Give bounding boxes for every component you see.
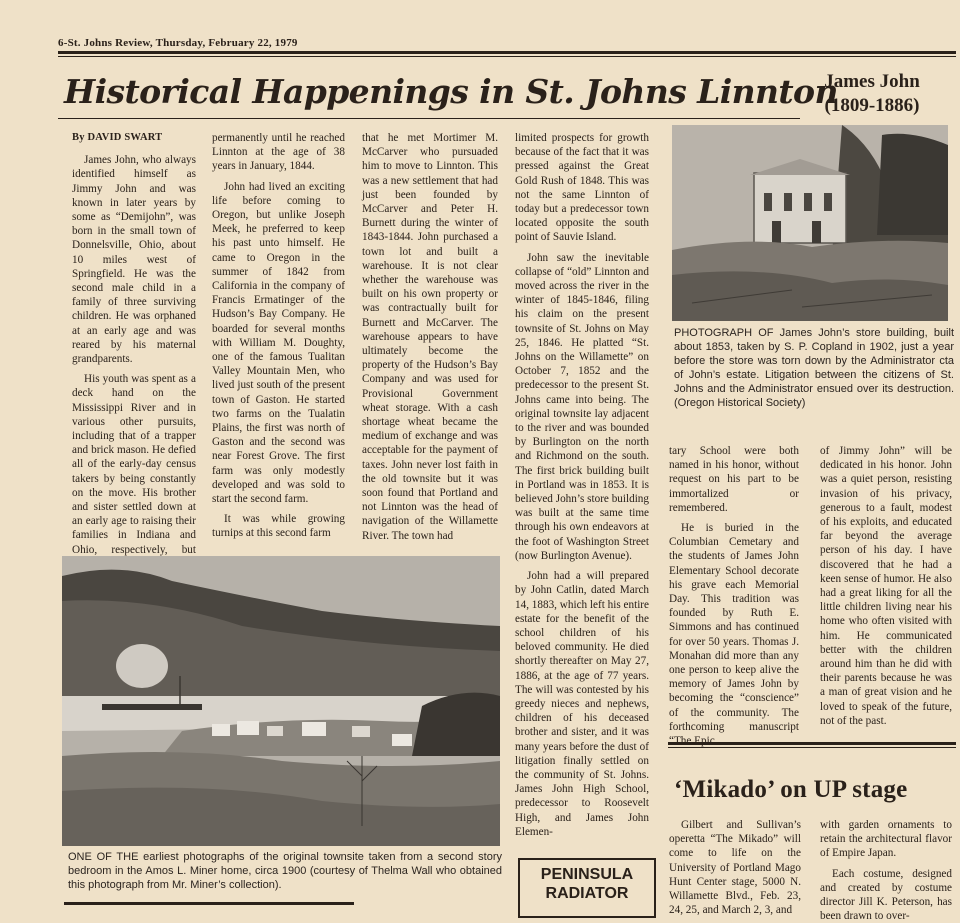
paragraph: limited prospects for growth because of the fact that it was pressed against the Great Gold Rush of 1848. This was not the same Linnton of today but a predecessor town located opposite the south point of Sauvie Island. — [515, 132, 649, 244]
byline: By DAVID SWART — [72, 132, 163, 143]
paragraph: that he met Mortimer M. McCarver who pursuaded him to move to Linnton. This was a new settlement that had just been founded by McCarver and Peter H. Burnett during the winter of 1843-1844. John purchased a town lot and built a warehouse. It is not clear whether the warehouse was built on his own property or was contractually built for Burnett and McCarver. The warehouse appears to have ultimately become the property of the Hudson’s Bay Company and was used for Provisional Government wheat storage. With a cash shortage wheat became the medium of exchange and was acceptable for the payment of taxes. John never lost faith in the old townsite but it was soon found that Portland and not Linnton was the head of navigation of the Willamette River. The town had — [362, 132, 498, 542]
paragraph: He is buried in the Columbian Cemetary and the students of James John Elementary School decorate his grave each Memorial Day. This tradition was founded by Ruth E. Simmons and has continued for over 50 years. Thomas J. Monahan did more than any one person to keep alive the memory of James John by becoming the “conscience” of the community. The forthcoming manuscript — [669, 522, 799, 733]
store-building-caption: PHOTOGRAPH OF James John’s store building, built about 1853, taken by S. P. Copland in 1902, just a year before the store was torn down by the Administrator cta of John’s estate. Litigation between the citizens of St. Johns and the Administrator ensued over its destruction. (Oregon Historical Society) — [674, 327, 954, 409]
paragraph: permanently until he reached Linnton at the age of 38 years in January, 1844. — [212, 132, 345, 173]
townsite-caption: ONE OF THE earliest photographs of the original townsite taken from a second story bedroom in the Amos L. Miner home, circa 1900 (courtesy of Thelma Wall who obtained this photograph from Mr. Miner’s collection). — [68, 851, 502, 891]
portrait-title-dates: (1809-1886) — [824, 95, 920, 116]
paragraph: of Jimmy John” will be dedicated in his honor. John was a quiet person, resisting invasion of his privacy, generous to a fault, modest of his exploits, and educated far beyond the average person of his day. I have discovered that he had a keen sense of humor. He also had a great liking for all the little children living near his home who often visited with him. He communicated better with the children around him than he did with their parents because he was a man of great vision and he loved to speak of the future, not of the past. — [820, 445, 952, 727]
townsite-illustration — [62, 556, 500, 846]
paragraph: John had lived an exciting life before coming to Oregon, but unlike Joseph Meek, he preferred to keep his past unto himself. He came to Oregon in the summer of 1842 from California in the company of Francis Ermatinger of the Hudson’s Bay Company. He boarded for several months with William M. Doughty, one of the famous Tualitan Valley Mountain Men, who lived just south of the present town of Gaston. He started two farms on the Tualatin Plains, the first was north of Gaston and the second was near Forest Grove. The first farm was only modestly developed and was sold to start the second farm. — [212, 180, 345, 506]
masthead-rule-thin — [58, 56, 956, 57]
sub-article-column-2 — [820, 818, 952, 923]
headline-rule — [58, 118, 800, 119]
section-divider-thin — [668, 747, 956, 748]
paragraph: Gilbert and Sullivan’s operetta “The Mikado” will come to life on the University of Portland Mago Hunt Center stage, 5000 N. Willamette Blvd., Feb. 23, 24, 25, and March 2, 3, and — [669, 819, 801, 917]
article-column-6 — [820, 444, 952, 728]
paragraph: James John, who always identified himself as Jimmy John and was known in later years by some as “Demijohn”, was born in the small town of Donnelsville, Ohio, about 10 miles west of Springfield. He was the second male child in a family of three surviving children. He was orphaned at an early age and was reared by his maternal grandparents. — [72, 154, 196, 366]
bottom-rule — [64, 902, 354, 905]
article-column-4 — [515, 131, 649, 839]
advertisement-box — [518, 858, 656, 918]
store-building-photo — [672, 125, 948, 321]
townsite-photo — [62, 556, 500, 846]
paragraph: His youth was spent as a deck hand on the Mississippi River and in various other pursuits, including that of a trapper and brick mason. He defied all of the early-day census takers by being constantly on the move. His brother and sister settled down at an early age to raising their families in Indiana and Ohio, respectively, but — [72, 373, 196, 556]
sub-headline: ‘Mikado’ on UP stage — [674, 776, 908, 803]
paragraph: It was while growing turnips at this second farm — [212, 513, 345, 540]
article-column-2 — [212, 131, 345, 541]
paragraph: tary School were both named in his honor, without request on his part to be immortalized or remembered. — [669, 445, 799, 514]
paragraph: with garden ornaments to retain the architectural flavor of Empire Japan. — [820, 819, 952, 860]
advertisement-line-1: PENINSULA — [540, 866, 634, 883]
masthead: 6-St. Johns Review, Thursday, February 22, 1979 — [58, 37, 298, 49]
portrait-title — [808, 70, 936, 118]
masthead-rule — [58, 51, 956, 54]
article-column-1 — [72, 131, 196, 571]
portrait-title-name: James John — [824, 71, 920, 92]
paragraph: John had a will prepared by John Catlin, dated March 14, 1883, which left his entire estate for the benefit of the school children of his beloved community. He died shortly thereafter on May 27, 1886, at the age of 77 years. The will was contested by his greedy nieces and nephews, children of his deceased brother and sister, and it was many years before the dust of litigation finally settled on the community of St. Johns. James John High School, predecessor to Roosevelt High, and James John Elemen- — [515, 570, 649, 838]
headline: Historical Happenings in St. Johns Linnton — [64, 72, 838, 111]
paragraph: Each costume, designed and created by costume director Jill K. Peterson, has been drawn to over- — [820, 867, 952, 923]
sub-article-column-1 — [669, 818, 801, 917]
paragraph: John saw the inevitable collapse of “old” Linnton and moved across the river in the winter of 1845-1846, filing his claim on the present townsite of St. Johns on May 25, 1846. He platted “St. Johns on the Willamette” on October 7, 1852 and the predecessor to the present St. Johns came into being. The original townsite lay adjacent to the river and was bounded by Burlington on the north and Richmond on the south. The first brick building built in Portland was in 1853. It is believed John’s store building was built at the same time through his own endeavors at the foot of Washington Street (now Burlington Avenue). — [515, 251, 649, 562]
article-column-3 — [362, 131, 498, 543]
section-divider — [668, 742, 956, 745]
advertisement-line-2: RADIATOR — [545, 885, 629, 902]
article-column-5 — [669, 444, 799, 748]
store-building-illustration — [672, 125, 948, 321]
